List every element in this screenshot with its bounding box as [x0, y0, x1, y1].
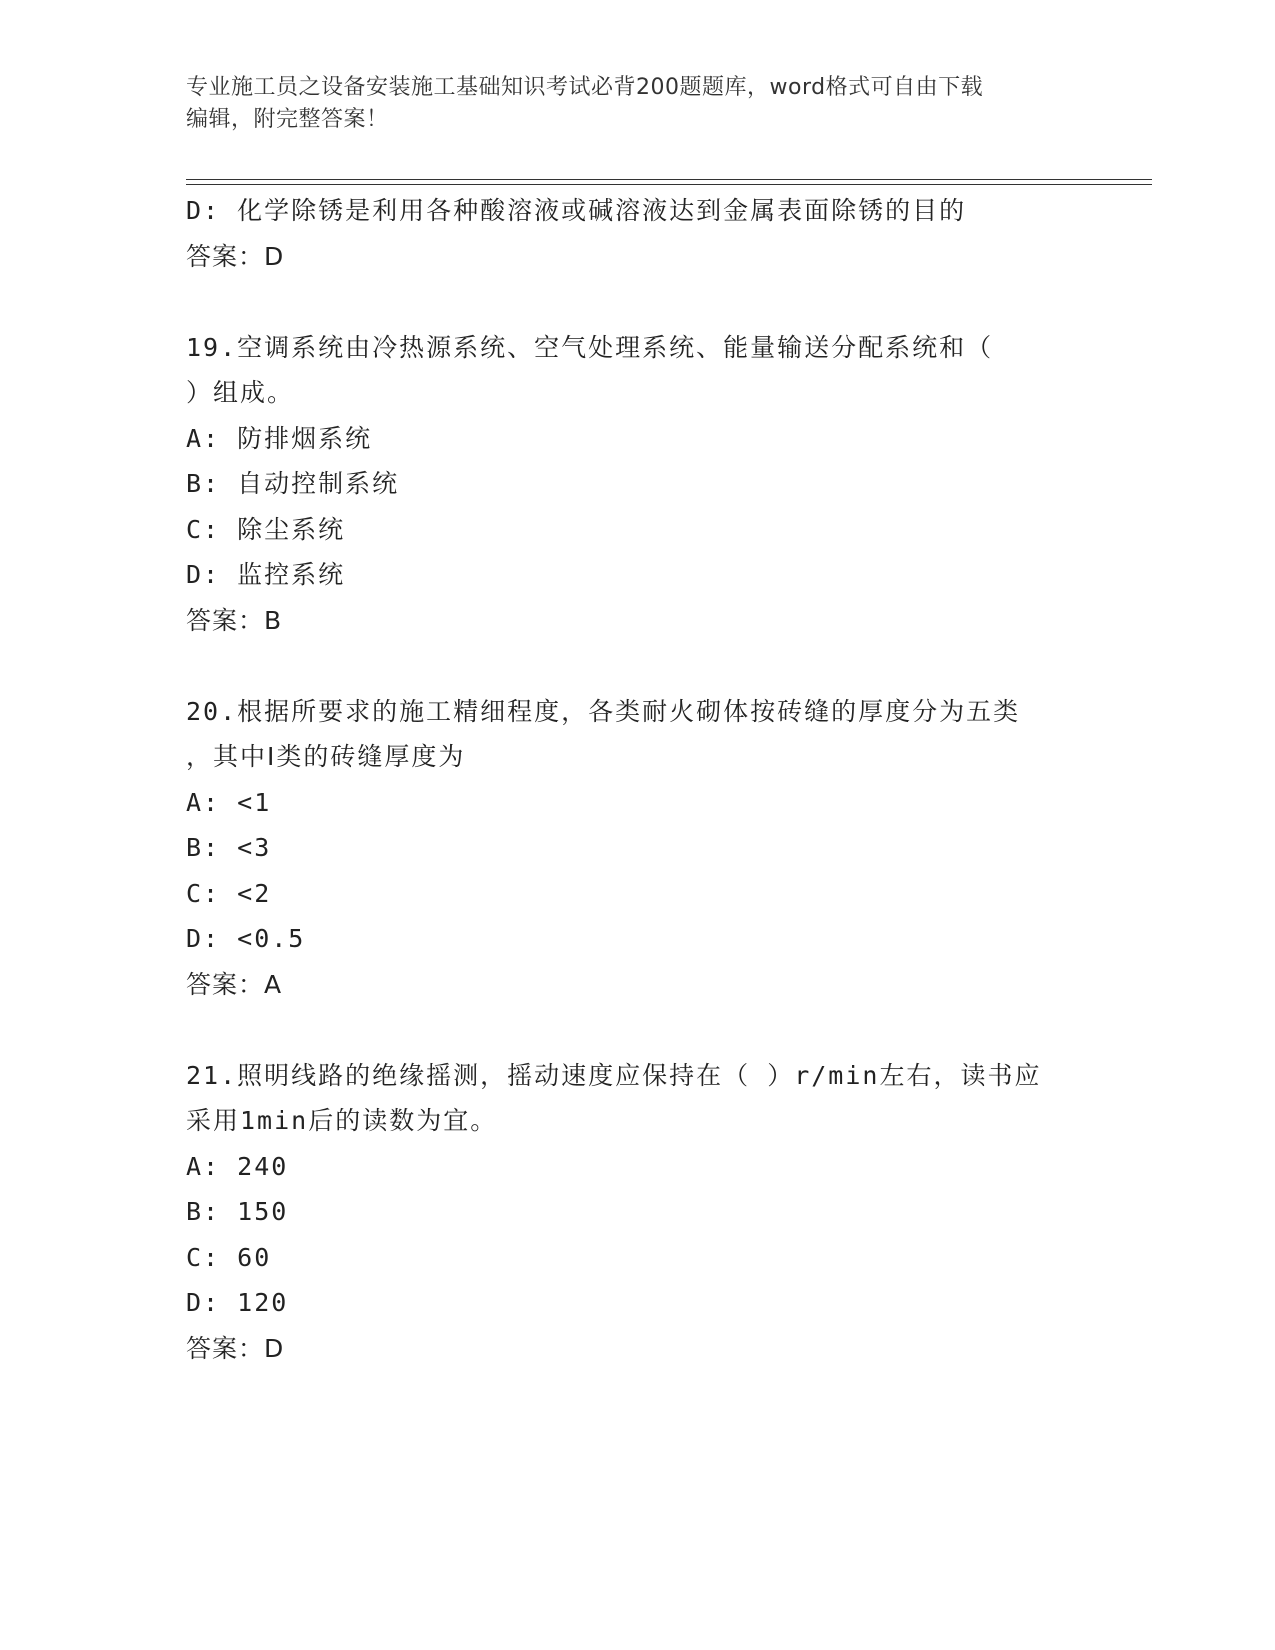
option-d: D: <0.5: [186, 924, 306, 953]
header-divider-bottom: [186, 184, 1152, 185]
option-a: A: <1: [186, 787, 272, 817]
question-stem-line-2: ）组成。: [186, 378, 295, 407]
option-a: A: 240: [186, 1151, 289, 1181]
option-d: D: 120: [186, 1288, 289, 1317]
question-stem-line-2: ，其中Ⅰ类的砖缝厚度为: [186, 742, 466, 771]
answer-line: 答案：A: [186, 969, 283, 999]
option-c: C: 60: [186, 1242, 272, 1272]
question-stem-line-1: 20.根据所要求的施工精细程度，各类耐火砌体按砖缝的厚度分为五类: [186, 696, 1021, 726]
option-c: C: 除尘系统: [186, 514, 346, 544]
question-stem-line-1: 21.照明线路的绝缘摇测，摇动速度应保持在（ ）r/min左右，读书应: [186, 1060, 1042, 1090]
question-20: [186, 689, 1086, 1008]
spacer: [186, 279, 1086, 325]
option-b: B: <3: [186, 833, 272, 862]
question-21: [186, 1053, 1086, 1372]
option-b: B: 150: [186, 1197, 289, 1226]
question-stem-line-2: 采用1min后的读数为宜。: [186, 1106, 498, 1135]
answer-line: 答案：B: [186, 605, 283, 635]
option-d: D: 化学除锈是利用各种酸溶液或碱溶液达到金属表面除锈的目的: [186, 196, 967, 225]
spacer: [186, 1007, 1086, 1053]
spacer: [186, 643, 1086, 689]
header-title-line-2: 编辑，附完整答案！: [186, 107, 389, 132]
header-title-line-1: 专业施工员之设备安装施工基础知识考试必背200题题库，word格式可自由下载: [186, 75, 984, 100]
answer-line: 答案：D: [186, 1333, 285, 1363]
carryover-question: [186, 188, 1086, 279]
option-c: C: <2: [186, 878, 272, 908]
option-a: A: 防排烟系统: [186, 423, 373, 453]
answer-line: 答案：D: [186, 241, 285, 271]
question-19: [186, 325, 1086, 644]
question-list: [186, 188, 1086, 1371]
question-stem-line-1: 19.空调系统由冷热源系统、空气处理系统、能量输送分配系统和（: [186, 332, 994, 362]
option-b: B: 自动控制系统: [186, 469, 400, 498]
header-divider-top: [186, 179, 1152, 180]
option-d: D: 监控系统: [186, 560, 346, 589]
document-header: [186, 72, 1086, 136]
